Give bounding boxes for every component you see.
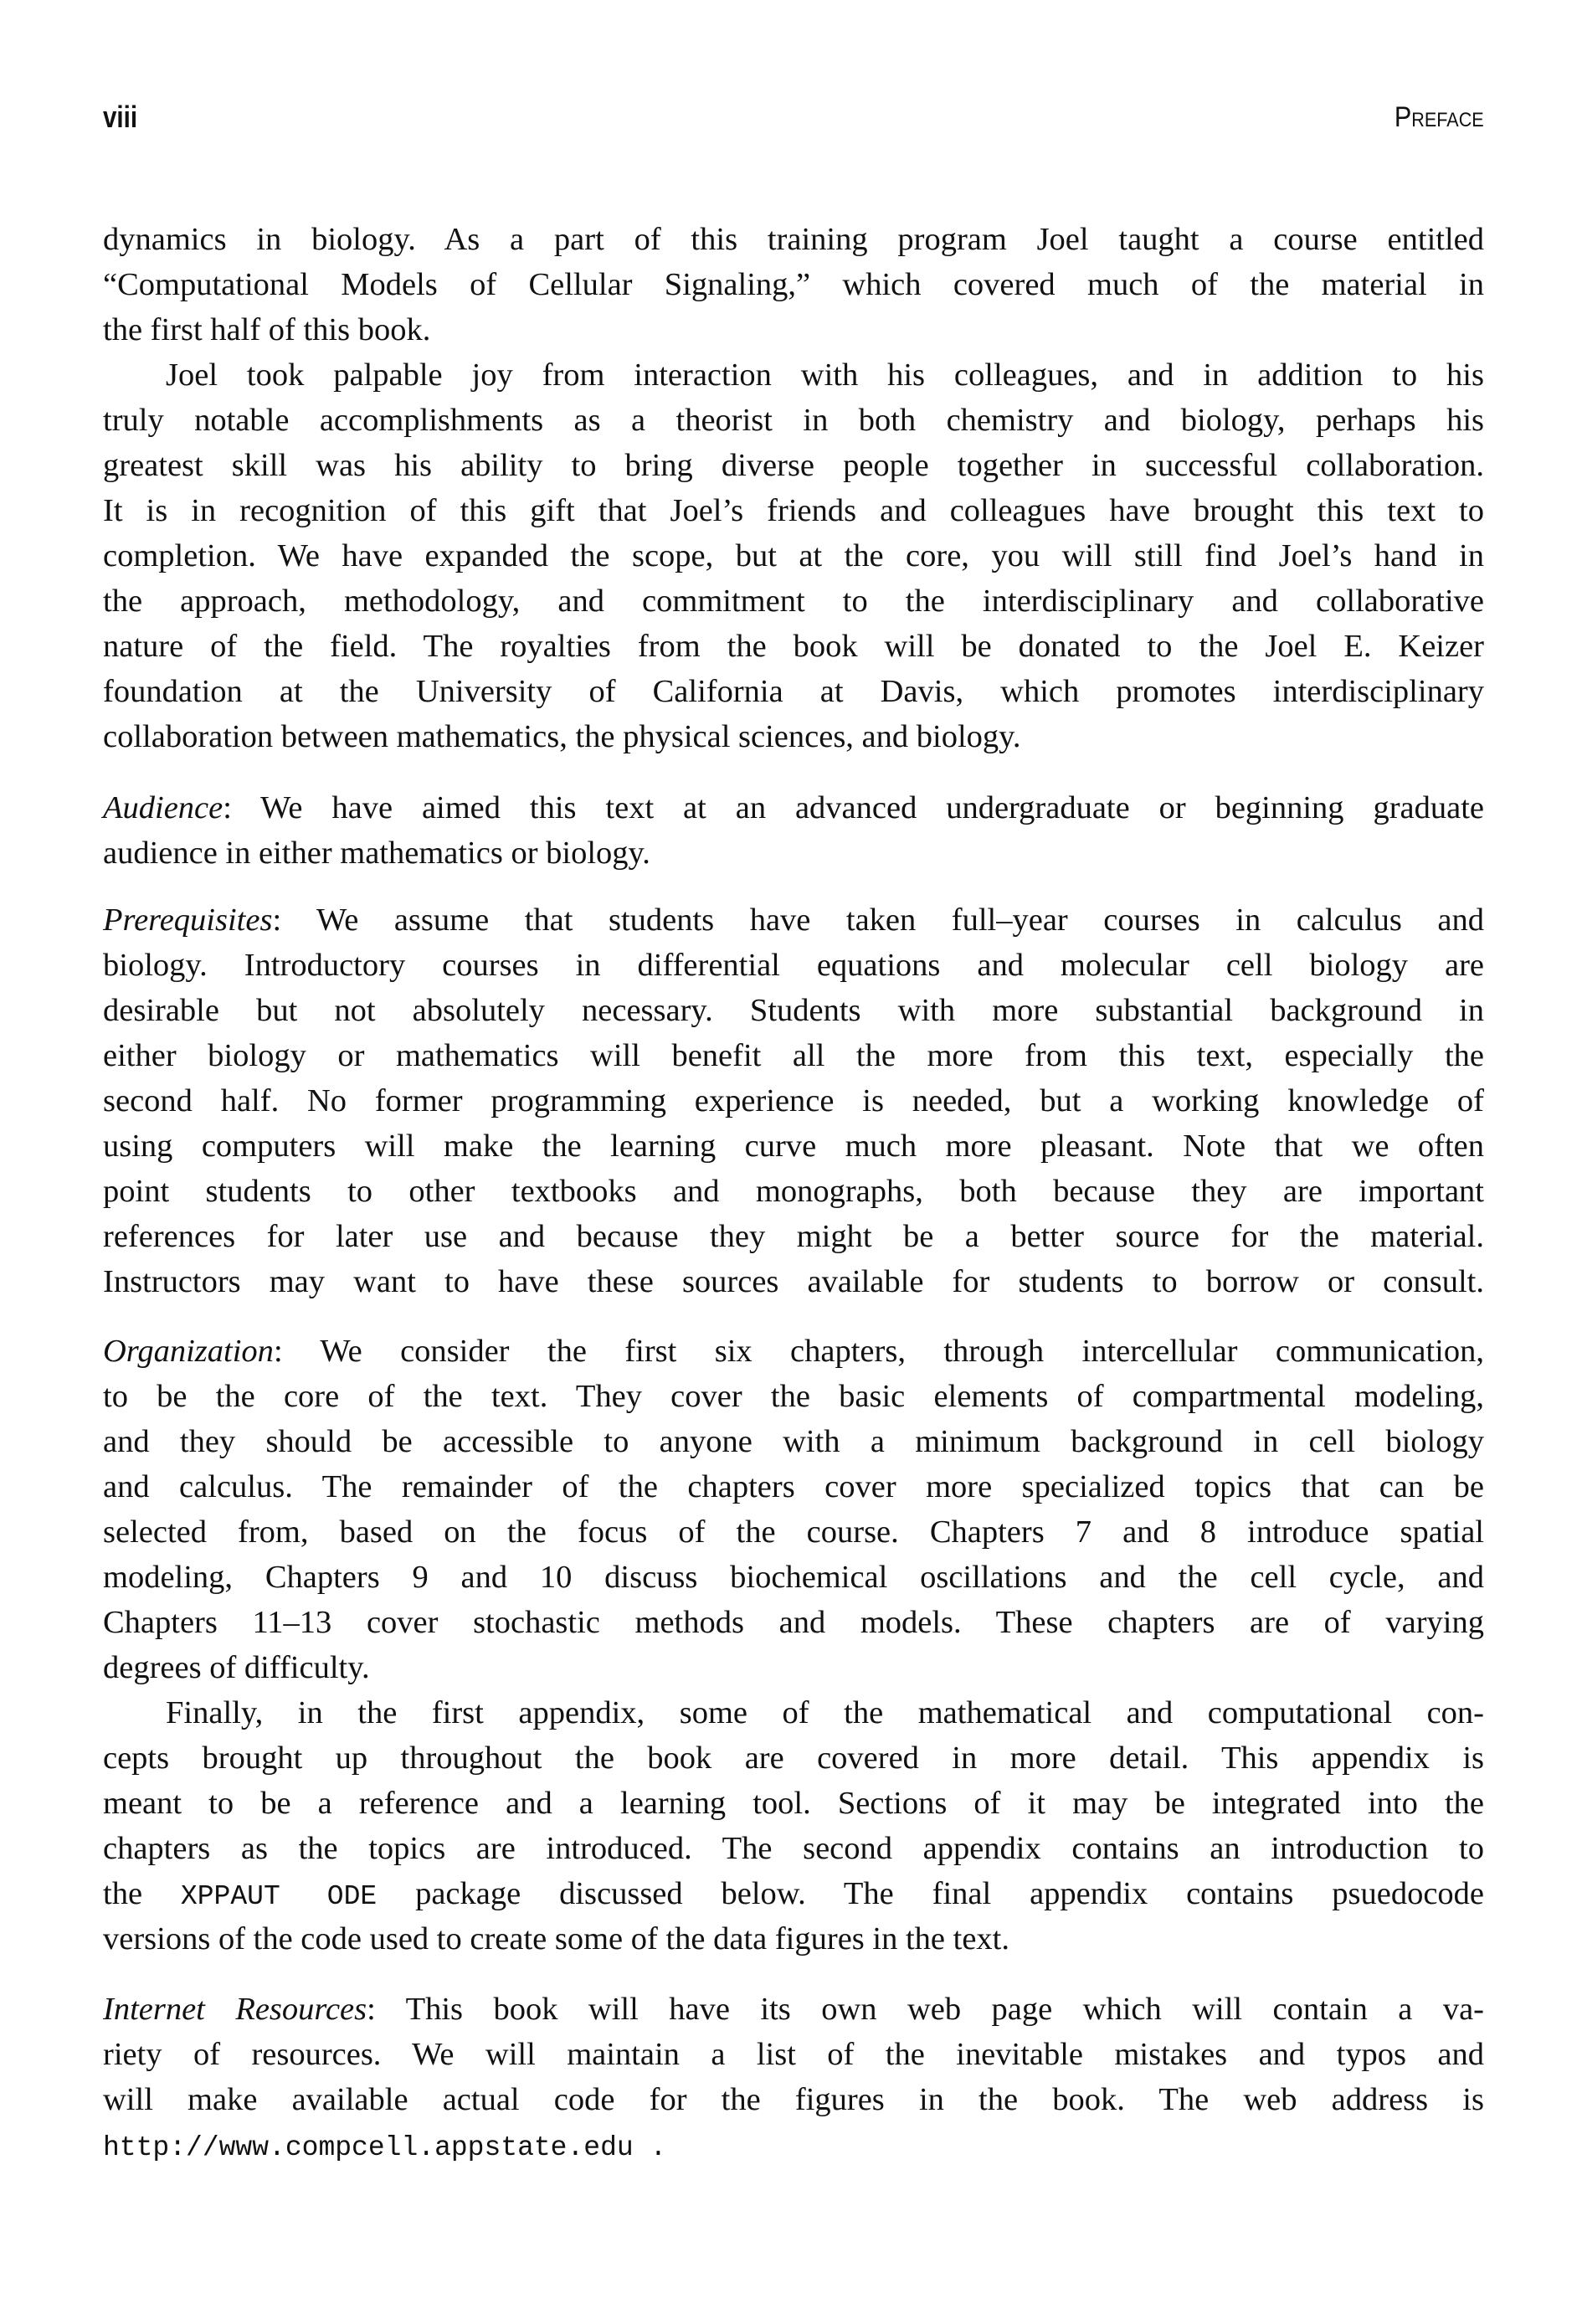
text-line: foundation at the University of California at Davis, which promotes interdisciplinary bbox=[103, 674, 1484, 709]
text-line: biology. Introductory courses in differential equations and molecular cell biology are bbox=[103, 948, 1484, 983]
paragraph-label-audience: Audience bbox=[103, 790, 223, 825]
text-line: completion. We have expanded the scope, but at the core, you will still find Joel’s hand in bbox=[103, 538, 1484, 573]
text-line: and calculus. The remainder of the chapters cover more specialized topics that can be bbox=[103, 1469, 1484, 1504]
text-line: Organization: We consider the first six chapters, through intercellular communication, bbox=[103, 1334, 1484, 1369]
text-line: Audience: We have aimed this text at an advanced undergraduate or beginning graduate bbox=[103, 790, 1484, 825]
text-line: point students to other textbooks and monographs, both because they are important bbox=[103, 1174, 1484, 1209]
text-line: chapters as the topics are introduced. The second appendix contains an introduction to bbox=[103, 1831, 1484, 1866]
text-line: Joel took palpable joy from interaction with his colleagues, and in addition to his bbox=[166, 357, 1484, 393]
text-line: cepts brought up throughout the book are covered in more detail. This appendix is bbox=[103, 1740, 1484, 1776]
text-line: and they should be accessible to anyone with a minimum background in cell biology bbox=[103, 1424, 1484, 1459]
text-line: Chapters 11–13 cover stochastic methods and models. These chapters are of varying bbox=[103, 1605, 1484, 1640]
paragraph-label-internet-resources: Internet Resources bbox=[103, 1992, 367, 2027]
text-line: references for later use and because they might be a better source for the material. bbox=[103, 1219, 1484, 1254]
text-line: Instructors may want to have these sources available for students to borrow or consult. bbox=[103, 1264, 1484, 1299]
text-line: versions of the code used to create some of the data figures in the text. bbox=[103, 1921, 1009, 1956]
section-title: Preface bbox=[1395, 101, 1484, 133]
text-line: degrees of difficulty. bbox=[103, 1650, 370, 1685]
text-line: the first half of this book. bbox=[103, 312, 431, 347]
running-head bbox=[103, 99, 1484, 136]
text-line: collaboration between mathematics, the physical sciences, and biology. bbox=[103, 719, 1021, 754]
text-line: truly notable accomplishments as a theorist in both chemistry and biology, perhaps his bbox=[103, 403, 1484, 438]
text-line: Prerequisites: We assume that students have taken full–year courses in calculus and bbox=[103, 902, 1484, 938]
text-line: It is in recognition of this gift that Joel’s friends and colleagues have brought this text to bbox=[103, 493, 1484, 528]
text-line: selected from, based on the focus of the course. Chapters 7 and 8 introduce spatial bbox=[103, 1514, 1484, 1550]
text-line: will make available actual code for the figures in the book. The web address is bbox=[103, 2082, 1484, 2117]
text-line: meant to be a reference and a learning tool. Sections of it may be integrated into the bbox=[103, 1786, 1484, 1821]
paragraph-label-organization: Organization bbox=[103, 1334, 274, 1369]
text-line: nature of the field. The royalties from the book will be donated to the Joel E. Keizer bbox=[103, 629, 1484, 664]
text-line: riety of resources. We will maintain a list of the inevitable mistakes and typos and bbox=[103, 2037, 1484, 2072]
text-line: second half. No former programming experience is needed, but a working knowledge of bbox=[103, 1083, 1484, 1118]
text-line: greatest skill was his ability to bring diverse people together in successful collaboration. bbox=[103, 448, 1484, 483]
text-line: audience in either mathematics or biology. bbox=[103, 836, 650, 871]
website-url-link[interactable]: http://www.compcell.appstate.edu bbox=[103, 2132, 634, 2163]
text-line: Internet Resources: This book will have its own web page which will contain a va- bbox=[103, 1992, 1484, 2027]
software-name-xppaut: XPPAUT ODE bbox=[180, 1881, 378, 1912]
text-line: dynamics in biology. As a part of this training program Joel taught a course entitled bbox=[103, 222, 1484, 257]
text-line: modeling, Chapters 9 and 10 discuss biochemical oscillations and the cell cycle, and bbox=[103, 1560, 1484, 1595]
text-line: Finally, in the first appendix, some of the mathematical and computational con- bbox=[166, 1695, 1484, 1730]
text-line: using computers will make the learning curve much more pleasant. Note that we often bbox=[103, 1129, 1484, 1164]
text-line: desirable but not absolutely necessary. Students with more substantial background in bbox=[103, 993, 1484, 1028]
text-line: the XPPAUT ODE package discussed below. The final appendix contains psuedocode bbox=[103, 1876, 1484, 1912]
paragraph-label-prerequisites: Prerequisites bbox=[103, 902, 273, 938]
text-line: either biology or mathematics will benefit all the more from this text, especially the bbox=[103, 1038, 1484, 1073]
text-line: “Computational Models of Cellular Signaling,” which covered much of the material in bbox=[103, 267, 1484, 302]
text-line: http://www.compcell.appstate.edu . bbox=[103, 2132, 667, 2163]
text-line: to be the core of the text. They cover the basic elements of compartmental modeling, bbox=[103, 1379, 1484, 1414]
text-line: the approach, methodology, and commitment to the interdisciplinary and collaborative bbox=[103, 584, 1484, 619]
page-number: viii bbox=[103, 100, 138, 134]
